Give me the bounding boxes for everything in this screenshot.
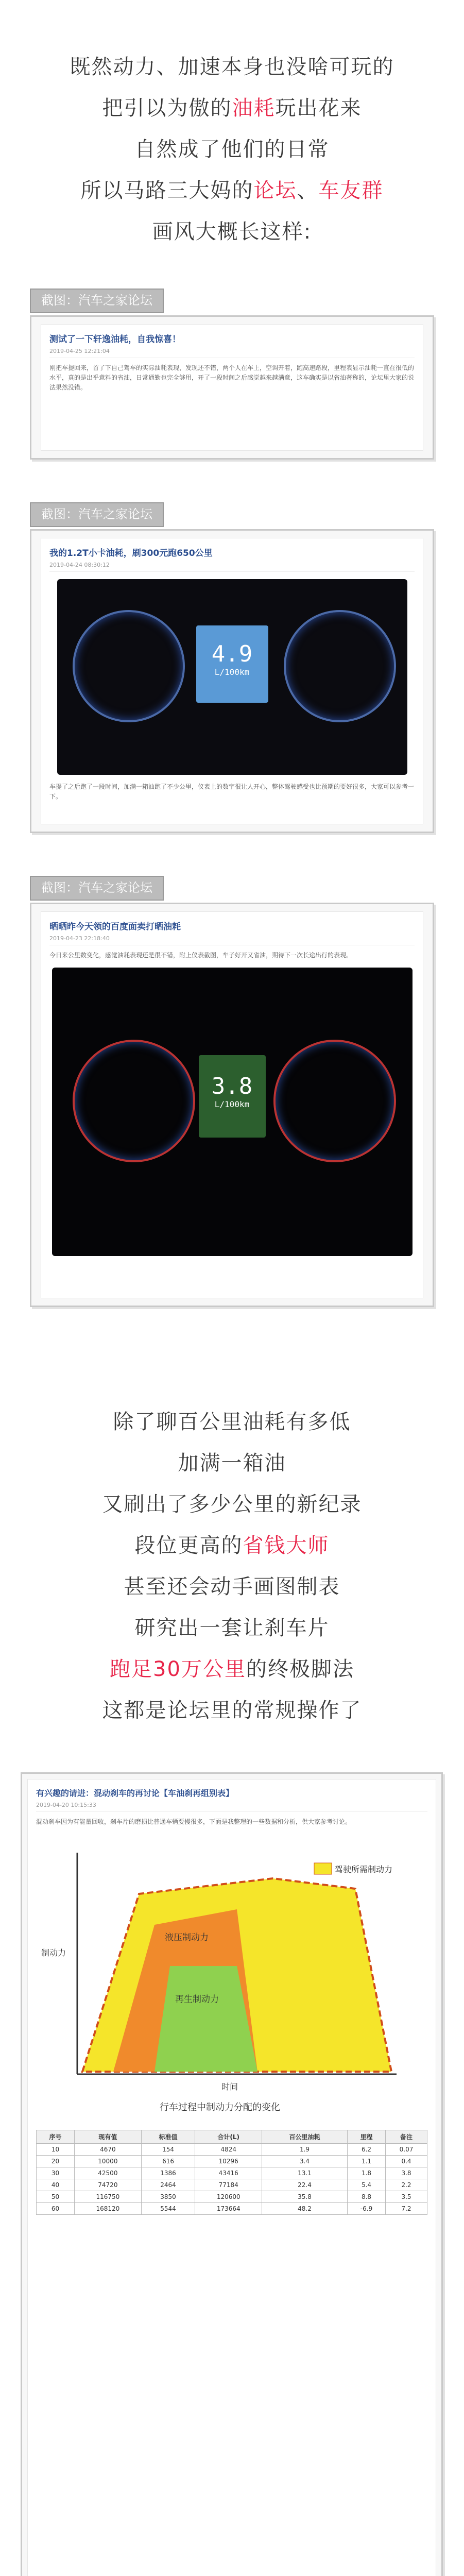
table-cell: 173664 (195, 2203, 262, 2215)
table-cell: 0.07 (386, 2144, 427, 2156)
post-body: 今日来公里数变化，感觉油耗表现还是很不错，附上仪表截图，车子好开又省油，期待下一次长途出行的表现。 (49, 952, 353, 959)
table-cell: 20 (37, 2156, 75, 2167)
table-row (37, 2144, 427, 2156)
forum-source-tag: 截图：汽车之家论坛 (30, 876, 164, 901)
forum-source-tag: 截图：汽车之家论坛 (30, 289, 164, 313)
table-cell: 154 (141, 2144, 195, 2156)
speedometer-gauge (284, 610, 396, 722)
table-cell: 22.4 (262, 2179, 348, 2191)
table-cell: 6.2 (347, 2144, 385, 2156)
middle-line (0, 1607, 464, 1649)
table-header-cell: 序号 (37, 2130, 75, 2144)
middle-line (0, 1525, 464, 1566)
table-cell: 10296 (195, 2156, 262, 2167)
table-cell: 1.9 (262, 2144, 348, 2156)
body-text: 自然成了他们的日常 (134, 138, 330, 161)
body-text: 把引以为傲的 (102, 96, 232, 120)
legend-regen: 再生制动力 (175, 1994, 219, 2005)
table-cell: 3.5 (386, 2191, 427, 2203)
braking-force-diagram (36, 1832, 417, 2121)
post-meta: 2019-04-25 12:21:04 (49, 348, 415, 358)
intro-line (0, 46, 464, 88)
table-cell: 50 (37, 2191, 75, 2203)
table-cell: 4670 (75, 2144, 142, 2156)
body-text: 、 (297, 179, 319, 202)
body-text: 既然动力、加速本身也没啥可玩的 (70, 55, 394, 79)
table-row (37, 2167, 427, 2179)
table-cell: 10000 (75, 2156, 142, 2167)
table-cell: 2.2 (386, 2179, 427, 2191)
body-text: 所以马路三大妈的 (80, 179, 254, 202)
table-cell: 0.4 (386, 2156, 427, 2167)
post-meta: 2019-04-20 10:15:33 (36, 1802, 427, 1812)
body-text: 段位更高的 (134, 1534, 243, 1557)
body-text: 又刷出了多少公里的新纪录 (102, 1493, 362, 1516)
table-cell: 3.4 (262, 2156, 348, 2167)
post-body: 混动刹车因为有能量回收，刹车片的磨损比普通车辆要慢很多，下面是我整理的一些数据和分析，供大家参考讨论。 (36, 1818, 352, 1825)
post-title[interactable]: 晒晒昨今天领的百度面卖打晒油耗 (49, 922, 181, 932)
table-cell: 43416 (195, 2167, 262, 2179)
middle-line (0, 1649, 464, 1690)
table-header-cell: 百公里油耗 (262, 2130, 348, 2144)
fuel-unit: L/100km (214, 1099, 250, 1109)
table-header-cell: 现有值 (75, 2130, 142, 2144)
forum-source-tag: 截图：汽车之家论坛 (30, 502, 164, 527)
forum-post-card-1 (30, 289, 434, 461)
table-cell: 1.8 (347, 2167, 385, 2179)
highlight-text: 油耗 (232, 96, 276, 120)
table-cell: 8.8 (347, 2191, 385, 2203)
table-cell: 3.8 (386, 2167, 427, 2179)
table-cell: 60 (37, 2203, 75, 2215)
table-cell: 35.8 (262, 2191, 348, 2203)
table-cell: 42500 (75, 2167, 142, 2179)
table-cell: -6.9 (347, 2203, 385, 2215)
body-text: 研究出一套让刹车片 (134, 1616, 330, 1640)
table-header-cell: 里程 (347, 2130, 385, 2144)
table-cell: 10 (37, 2144, 75, 2156)
table-cell: 1386 (141, 2167, 195, 2179)
table-cell: 77184 (195, 2179, 262, 2191)
data-table (36, 2130, 427, 2215)
middle-line (0, 1690, 464, 1731)
intro-line (0, 211, 464, 252)
intro-paragraph (0, 46, 464, 252)
table-cell: 74720 (75, 2179, 142, 2191)
x-axis-label: 时间 (221, 2082, 238, 2092)
forum-post-card-2 (30, 502, 434, 835)
intro-line (0, 88, 464, 129)
legend-hydraulic: 液压制动力 (165, 1933, 209, 1943)
body-text: 甚至还会动手画图制表 (124, 1575, 340, 1599)
fuel-value: 3.8 (211, 1073, 253, 1099)
dashboard-photo (57, 579, 407, 775)
table-cell: 30 (37, 2167, 75, 2179)
dashboard-photo (52, 968, 413, 1256)
post-title[interactable]: 测试了一下轩逸油耗，自我惊喜！ (49, 334, 181, 345)
diagram-caption: 行车过程中制动力分配的变化 (160, 2102, 280, 2113)
intro-line (0, 129, 464, 170)
table-cell: 5.4 (347, 2179, 385, 2191)
table-cell: 13.1 (262, 2167, 348, 2179)
table-cell: 116750 (75, 2191, 142, 2203)
body-text: 加满一箱油 (178, 1451, 286, 1475)
post-title[interactable]: 我的1.2T小卡油耗，刷300元跑650公里 (49, 548, 213, 558)
tachometer-gauge (73, 1040, 195, 1162)
post-body: 刚把车提回来，首了下自己驾车的实际油耗表现，发现还不错，两个人在车上，空调开着，跑高速路段，里程表显示油耗一直在很低的水平，真的是出乎意料的省油，日常通勤也完全够用，开了一段时间之后感觉越来越满意，这车确实是以省油著称的，论坛里大家的说法果然没错。 (49, 364, 415, 391)
fuel-unit: L/100km (214, 667, 250, 677)
speedometer-gauge (273, 1040, 396, 1162)
forum-post-card-3 (30, 876, 434, 1309)
fuel-consumption-display (196, 625, 268, 703)
middle-line (0, 1443, 464, 1484)
table-cell: 5544 (141, 2203, 195, 2215)
body-text: 这都是论坛里的常规操作了 (102, 1699, 362, 1722)
body-text: 画风大概长这样: (152, 220, 312, 244)
post-meta: 2019-04-24 08:30:12 (49, 562, 415, 572)
highlight-text: 车友群 (318, 179, 384, 202)
table-cell: 1.1 (347, 2156, 385, 2167)
table-cell: 2464 (141, 2179, 195, 2191)
table-cell: 4824 (195, 2144, 262, 2156)
highlight-text: 跑足30万公里 (110, 1657, 246, 1681)
highlight-text: 省钱大师 (243, 1534, 330, 1557)
highlight-text: 论坛 (253, 179, 297, 202)
body-text: 玩出花来 (275, 96, 362, 120)
table-row (37, 2179, 427, 2191)
intro-line (0, 170, 464, 211)
legend-required: 驾驶所需制动力 (335, 1865, 393, 1874)
tachometer-gauge (73, 610, 185, 722)
middle-paragraph (0, 1401, 464, 1731)
fuel-value: 4.9 (211, 641, 253, 667)
table-cell: 40 (37, 2179, 75, 2191)
table-cell: 7.2 (386, 2203, 427, 2215)
middle-line (0, 1401, 464, 1443)
middle-line (0, 1484, 464, 1525)
body-text: 的终极脚法 (246, 1657, 354, 1681)
table-row (37, 2156, 427, 2167)
table-header-cell: 合计(L) (195, 2130, 262, 2144)
table-cell: 48.2 (262, 2203, 348, 2215)
post-title[interactable]: 有兴趣的请进：混动刹车的再讨论【车油刹再组别表】 (36, 1788, 234, 1798)
post-meta: 2019-04-23 22:18:40 (49, 935, 415, 945)
table-header-cell: 备注 (386, 2130, 427, 2144)
middle-line (0, 1566, 464, 1607)
table-cell: 3850 (141, 2191, 195, 2203)
body-text: 除了聊百公里油耗有多低 (113, 1410, 351, 1434)
table-cell: 120600 (195, 2191, 262, 2203)
forum-post-card-chart (21, 1772, 443, 2576)
fuel-consumption-display (199, 1055, 266, 1138)
table-row (37, 2203, 427, 2215)
table-cell: 168120 (75, 2203, 142, 2215)
table-row (37, 2191, 427, 2203)
table-cell: 616 (141, 2156, 195, 2167)
table-header-cell: 标准值 (141, 2130, 195, 2144)
y-axis-label: 制动力 (41, 1948, 66, 1958)
post-body: 车提了之后跑了一段时间，加满一箱油跑了不少公里，仪表上的数字很让人开心，整体驾驶感受也比预期的要好很多，大家可以参考一下。 (49, 783, 415, 800)
